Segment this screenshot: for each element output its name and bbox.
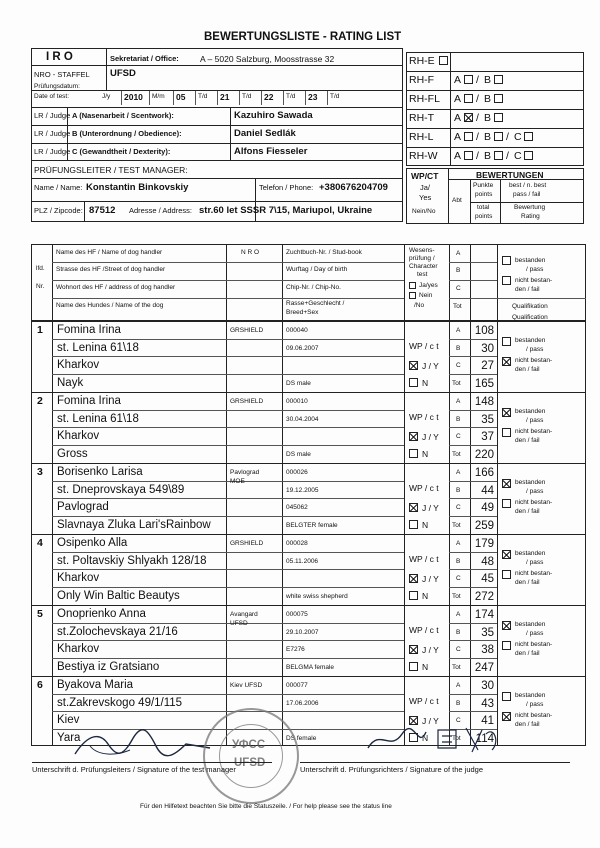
wp-no-label: N — [422, 662, 429, 672]
breed-sex: DS female — [286, 735, 317, 742]
rh-separator: / — [476, 131, 479, 143]
rh-code-rh-w: RH-W — [409, 150, 438, 162]
bewertung-label: Bewertung — [514, 204, 546, 211]
head-pass-2: / pass — [526, 266, 544, 273]
wpct-title: WP/CT — [411, 171, 439, 181]
date-cell: 23 — [308, 92, 318, 102]
birth-date: 17.06.2006 — [286, 700, 319, 707]
address-label: Adresse / Address: — [129, 206, 192, 215]
entry-nro: GRSHIELD — [230, 398, 264, 405]
fail-label: nicht bestan- — [515, 428, 553, 435]
score-letter: A — [456, 611, 461, 618]
score-letter: A — [456, 398, 461, 405]
rh-separator: / — [476, 93, 479, 105]
fail-label-2: den / fail — [515, 721, 540, 728]
score-letter: C — [456, 504, 461, 511]
pass-label: bestanden — [515, 692, 546, 699]
wp-ct-label: WP / c t — [409, 696, 439, 706]
score-b: 35 — [481, 414, 494, 426]
wp-ct-label: WP / c t — [409, 412, 439, 422]
score-letter: B — [456, 558, 461, 565]
score-letter: Tot — [452, 664, 461, 671]
judge-a-name: Kazuhiro Sawada — [234, 110, 313, 121]
wp-no-checkbox[interactable] — [409, 449, 418, 458]
wesens-1: Wesens- — [409, 247, 435, 254]
col-dog-name: Name des Hundes / Name of the dog — [56, 302, 164, 309]
head-a: A — [456, 250, 461, 257]
rh-option-label: B — [484, 74, 492, 86]
stud-book-no: 000026 — [286, 469, 308, 476]
org-name: I R O — [46, 51, 73, 63]
pass-label-2: / pass — [526, 559, 544, 566]
fail-label: nicht bestan- — [515, 641, 553, 648]
rh-option-label: A — [454, 93, 462, 105]
rh-code-rh-f: RH-F — [409, 74, 435, 86]
fail-checkbox[interactable] — [502, 570, 511, 579]
fail-label-2: den / fail — [515, 508, 540, 515]
pass-checkbox[interactable] — [502, 692, 511, 701]
wpct-yes: Yes — [419, 193, 432, 202]
pass-label: bestanden — [515, 479, 546, 486]
col-studbook: Zuchtbuch-Nr. / Stud-book — [286, 249, 362, 256]
col-handler-name: Name des HF / Name of dog handler — [56, 249, 163, 256]
entry-nro: Kiev UFSD — [230, 682, 263, 689]
entry-nro-2: MOE — [230, 478, 245, 485]
fail-checkbox[interactable] — [502, 641, 511, 650]
pass-checkbox[interactable] — [502, 337, 511, 346]
stamp-text-latin: UFSD — [234, 757, 266, 769]
rh-code-rh-t: RH-T — [409, 112, 435, 124]
entry-number: 4 — [37, 537, 43, 549]
score-c: 27 — [481, 360, 494, 372]
status-line-note: Für den Hilfetext beachten Sie bitte die Statuszeile. / For help please see the status line — [140, 803, 392, 810]
abt-label: Abt — [452, 197, 462, 204]
head-pass: bestanden — [515, 257, 546, 264]
judge-b-left: LR / Judge — [34, 129, 71, 138]
handler-city: Kharkov — [57, 572, 100, 584]
phone-value: +380676204709 — [319, 182, 388, 193]
dog-name: Only Win Baltic Beautys — [57, 590, 180, 602]
handler-name: Fomina Irina — [57, 395, 121, 407]
total-points-label: points — [475, 213, 493, 220]
pass-label: bestanden — [515, 337, 546, 344]
secretariat-value: A – 5020 Salzburg, Moosstrasse 32 — [200, 54, 335, 64]
date-cell: T/d — [242, 93, 252, 100]
score-b: 35 — [481, 627, 494, 639]
handler-city: Kharkov — [57, 359, 100, 371]
entry-nro: GRSHIELD — [230, 327, 264, 334]
secretariat-label: Sekretariat / Office: — [110, 54, 179, 63]
handler-city: Kharkov — [57, 430, 100, 442]
stud-book-no: 000010 — [286, 398, 308, 405]
fail-label-2: den / fail — [515, 366, 540, 373]
fail-label: nicht bestan- — [515, 712, 553, 719]
pass-label: bestanden — [515, 621, 546, 628]
date-cell: T/d — [198, 93, 208, 100]
wp-yes-label: J / Y — [422, 645, 439, 655]
wp-no-checkbox[interactable] — [409, 662, 418, 671]
rh-option-label: A — [454, 150, 462, 162]
col-nro: N R O — [241, 249, 260, 256]
date-cell: 21 — [220, 92, 230, 102]
stamp-text-cyrillic: УФСС — [232, 739, 266, 751]
fail-checkbox[interactable] — [502, 712, 511, 721]
manager-name-label: Name / Name: — [34, 183, 83, 192]
stud-book-no: 000077 — [286, 682, 308, 689]
wp-yes-checkbox[interactable] — [409, 361, 418, 370]
lfd-label: lfd. — [36, 265, 45, 272]
judge-a-left: LR / Judge — [34, 111, 71, 120]
breed-sex: BELGTER female — [286, 522, 338, 529]
score-a: 108 — [474, 325, 494, 337]
wesens-3: Character — [409, 263, 438, 270]
entry-nro: Pavlograd — [230, 469, 260, 476]
entry-number: 6 — [37, 679, 43, 691]
head-fail-2: den / fail — [515, 286, 540, 293]
score-b: 48 — [481, 556, 494, 568]
judge-c-left: LR / Judge — [34, 147, 71, 156]
col-birth: Wurftag / Day of birth — [286, 266, 348, 273]
entry-number: 1 — [37, 324, 43, 336]
score-a: 166 — [474, 467, 494, 479]
phone-label: Telefon / Phone: — [259, 183, 314, 192]
score-letter: Tot — [452, 593, 461, 600]
wp-yes-label: J / Y — [422, 574, 439, 584]
rh-option-label: B — [484, 112, 492, 124]
score-c: 49 — [481, 502, 494, 514]
rh-code-rh-e: RH-E — [409, 55, 435, 67]
score-letter: A — [456, 540, 461, 547]
score-letter: Tot — [452, 735, 461, 742]
best-label: best / n. best — [509, 182, 547, 189]
col-chip: Chip-Nr. / Chip-No. — [286, 284, 341, 291]
birth-date: 05.11.2006 — [286, 558, 319, 565]
stud-book-no: 000028 — [286, 540, 308, 547]
nro-value: UFSD — [110, 68, 136, 79]
entry-nro: GRSHIELD — [230, 540, 264, 547]
score-tot: 114 — [475, 733, 494, 745]
col-sex: Breed+Sex — [286, 309, 319, 316]
handler-street: st. Poltavskiy Shlyakh 128/18 — [57, 555, 207, 567]
score-tot: 220 — [474, 449, 494, 461]
score-letter: C — [456, 646, 461, 653]
handler-city: Pavlograd — [57, 501, 109, 513]
birth-date: 30.04.2004 — [286, 416, 319, 423]
date-cell: 2010 — [124, 92, 143, 102]
judge-c-role: C (Gewandtheit / Dexterity): — [72, 147, 171, 156]
score-letter: C — [456, 575, 461, 582]
pass-label: bestanden — [515, 550, 546, 557]
official-stamp — [203, 708, 299, 804]
head-c: C — [456, 285, 461, 292]
pass-label-2: / pass — [526, 417, 544, 424]
pass-checkbox[interactable] — [502, 550, 511, 559]
chip-no: 045062 — [286, 504, 308, 511]
pass-label-2: / pass — [526, 701, 544, 708]
rh-separator: / — [506, 131, 509, 143]
date-cell: J/y — [102, 93, 111, 100]
rh-option-label: A — [454, 112, 462, 124]
page-title: BEWERTUNGSLISTE - RATING LIST — [204, 31, 402, 43]
total-label: total — [477, 204, 490, 211]
wpct-no: Nein/No — [412, 208, 436, 215]
dog-name: Slavnaya Zluka Lari'sRainbow — [57, 519, 211, 531]
wp-ct-label: WP / c t — [409, 554, 439, 564]
score-letter: A — [456, 327, 461, 334]
wp-yes-checkbox[interactable] — [409, 503, 418, 512]
handler-city: Kharkov — [57, 643, 100, 655]
dog-name: Gross — [57, 448, 88, 460]
score-b: 44 — [481, 485, 494, 497]
fail-checkbox[interactable] — [502, 357, 511, 366]
wp-yes-label: J / Y — [422, 716, 439, 726]
wp-yes-label: J / Y — [422, 361, 439, 371]
score-b: 43 — [481, 698, 494, 710]
bewertungen-title: BEWERTUNGEN — [476, 170, 544, 180]
wp-yes-label: J / Y — [422, 432, 439, 442]
handler-name: Byakova Maria — [57, 679, 134, 691]
fail-checkbox[interactable] — [502, 428, 511, 437]
judge-b-role: B (Unterordnung / Obedience): — [72, 129, 182, 138]
date-label-2: Date of test: — [34, 93, 70, 100]
entry-number: 5 — [37, 608, 43, 620]
score-b: 30 — [481, 343, 494, 355]
score-letter: B — [456, 416, 461, 423]
rh-option-label: A — [454, 131, 462, 143]
score-letter: C — [456, 717, 461, 724]
head-fail: nicht bestan- — [515, 277, 553, 284]
nr-label: Nr. — [36, 283, 45, 290]
head-qual: Qualifikation — [512, 303, 548, 310]
date-cell: T/d — [286, 93, 296, 100]
date-cell: 05 — [176, 92, 186, 102]
score-a: 148 — [474, 396, 494, 408]
handler-name: Osipenko Alla — [57, 537, 128, 549]
head-b: B — [456, 267, 461, 274]
breed-sex: BELGMA female — [286, 664, 335, 671]
wp-no-checkbox[interactable] — [409, 591, 418, 600]
handler-street: st. Lenina 61\18 — [57, 342, 139, 354]
punkte-label: Punkte — [473, 182, 494, 189]
fail-label: nicht bestan- — [515, 357, 553, 364]
manager-signature — [70, 726, 220, 762]
birth-date: 19.12.2005 — [286, 487, 319, 494]
date-cell: 22 — [264, 92, 274, 102]
score-c: 38 — [481, 644, 494, 656]
wp-ct-label: WP / c t — [409, 341, 439, 351]
zip-label: PLZ / Zipcode: — [34, 206, 83, 215]
birth-date: 29.10.2007 — [286, 629, 319, 636]
rh-option-label: B — [484, 131, 492, 143]
handler-city: Kiev — [57, 714, 80, 726]
pass-checkbox[interactable] — [502, 621, 511, 630]
address-value: str.60 let SSSR 7\15, Mariupol, Ukraine — [199, 205, 373, 216]
score-tot: 247 — [474, 662, 494, 674]
breed-sex: DS male — [286, 380, 311, 387]
score-letter: A — [456, 469, 461, 476]
wesens-4: test — [417, 271, 428, 278]
breed-sex: white swiss shepherd — [286, 593, 348, 600]
handler-street: st. Lenina 61\18 — [57, 413, 139, 425]
wp-no-label: N — [422, 520, 429, 530]
handler-name: Borisenko Larisa — [57, 466, 143, 478]
wp-no-checkbox[interactable] — [409, 520, 418, 529]
date-cell: M/m — [152, 93, 165, 100]
handler-street: st.Zolochevskaya 21/16 — [57, 626, 178, 638]
fail-label: nicht bestan- — [515, 570, 553, 577]
judge-signature-label: Unterschrift d. Prüfungsrichters / Signature of the judge — [300, 765, 484, 774]
wesens-no-2: /No — [414, 302, 425, 309]
pass-label-2: / pass — [526, 630, 544, 637]
wpct-ja: Ja/ — [420, 183, 431, 192]
pass-checkbox[interactable] — [502, 408, 511, 417]
date-label-1: Prüfungsdatum: — [34, 83, 80, 90]
wp-ct-label: WP / c t — [409, 625, 439, 635]
wesens-2: prüfung / — [409, 255, 435, 262]
wp-ct-label: WP / c t — [409, 483, 439, 493]
rh-option-label: B — [484, 150, 492, 162]
score-a: 179 — [474, 538, 494, 550]
wp-no-label: N — [422, 378, 429, 388]
score-letter: B — [456, 700, 461, 707]
handler-street: st.Zakrevskogo 49/1/115 — [57, 697, 183, 709]
fail-label: nicht bestan- — [515, 499, 553, 506]
rh-option-label: C — [514, 131, 522, 143]
fail-label-2: den / fail — [515, 579, 540, 586]
score-tot: 165 — [474, 378, 494, 390]
breed-sex: DS male — [286, 451, 311, 458]
wp-no-label: N — [422, 449, 429, 459]
pass-checkbox[interactable] — [502, 479, 511, 488]
zip-value: 87512 — [89, 205, 116, 216]
fail-checkbox[interactable] — [502, 499, 511, 508]
pass-label-2: / pass — [526, 488, 544, 495]
score-tot: 259 — [474, 520, 494, 532]
manager-label: PRÜFUNGSLEITER / TEST MANAGER: — [34, 165, 188, 175]
rh-separator: / — [506, 150, 509, 162]
judge-c-name: Alfons Fiesseler — [234, 146, 308, 157]
score-c: 37 — [481, 431, 494, 443]
rh-option-label: A — [454, 74, 462, 86]
fail-label-2: den / fail — [515, 650, 540, 657]
dog-name: Bestiya iz Gratsiano — [57, 661, 160, 673]
manager-name: Konstantin Binkovskiy — [86, 182, 189, 193]
rh-option-label: B — [484, 93, 492, 105]
dog-name: Nayk — [57, 377, 84, 389]
wesens-no: Nein — [419, 292, 433, 299]
score-letter: B — [456, 345, 461, 352]
pass-label-2: / pass — [526, 346, 544, 353]
manager-signature-label: Unterschrift d. Prüfungsleiters / Signature of the test manager — [32, 765, 236, 774]
score-letter: Tot — [452, 380, 461, 387]
score-a: 30 — [481, 680, 494, 692]
stud-book-no: 000075 — [286, 611, 308, 618]
score-c: 45 — [481, 573, 494, 585]
col-street: Strasse des HF /Street of dog handler — [56, 266, 166, 273]
handler-name: Onoprienko Anna — [57, 608, 146, 620]
score-a: 174 — [474, 609, 494, 621]
entry-nro: Avangard — [230, 611, 258, 618]
entry-number: 2 — [37, 395, 43, 407]
score-letter: Tot — [452, 451, 461, 458]
birth-date: 09.06.2007 — [286, 345, 319, 352]
wp-yes-checkbox[interactable] — [409, 645, 418, 654]
entry-nro-2: UFSD — [230, 620, 248, 627]
pass-label: bestanden — [515, 408, 546, 415]
score-letter: A — [456, 682, 461, 689]
rh-separator: / — [476, 112, 479, 124]
date-cell: T/d — [330, 93, 340, 100]
judge-b-name: Daniel Sedlák — [234, 128, 296, 139]
passfail-label: pass / fail — [513, 191, 541, 198]
nro-label: NRO - STAFFEL — [34, 70, 90, 79]
points-label: points — [475, 191, 493, 198]
col-breed: Rasse+Geschlecht / — [286, 300, 345, 307]
rh-separator: / — [476, 150, 479, 162]
score-letter: C — [456, 362, 461, 369]
score-letter: Tot — [452, 522, 461, 529]
dog-name: Yara — [57, 732, 81, 744]
score-tot: 272 — [474, 591, 494, 603]
score-c: 41 — [481, 715, 494, 727]
score-letter: C — [456, 433, 461, 440]
rh-option-label: C — [514, 150, 522, 162]
score-letter: B — [456, 629, 461, 636]
score-letter: B — [456, 487, 461, 494]
chip-no: E7276 — [286, 646, 305, 653]
rh-code-rh-fl: RH-FL — [409, 93, 440, 105]
rating-label: Rating — [521, 213, 540, 220]
rh-code-rh-l: RH-L — [409, 131, 434, 143]
wp-no-label: N — [422, 733, 429, 743]
col-address: Wohnort des HF / address of dog handler — [56, 284, 176, 291]
head-tot: Tot — [453, 303, 462, 310]
wp-yes-label: J / Y — [422, 503, 439, 513]
wp-yes-checkbox[interactable] — [409, 432, 418, 441]
judge-a-role: A (Nasenarbeit / Scentwork): — [72, 111, 174, 120]
wp-no-label: N — [422, 591, 429, 601]
rh-separator: / — [476, 74, 479, 86]
wp-yes-checkbox[interactable] — [409, 574, 418, 583]
head-qual-2: Qualification — [512, 314, 548, 321]
wesens-yes: Ja/yes — [419, 282, 438, 289]
judge-signature — [360, 722, 510, 758]
entry-number: 3 — [37, 466, 43, 478]
handler-name: Fomina Irina — [57, 324, 121, 336]
handler-street: st. Dneprovskaya 549\89 — [57, 484, 185, 496]
stud-book-no: 000040 — [286, 327, 308, 334]
wp-no-checkbox[interactable] — [409, 378, 418, 387]
fail-label-2: den / fail — [515, 437, 540, 444]
